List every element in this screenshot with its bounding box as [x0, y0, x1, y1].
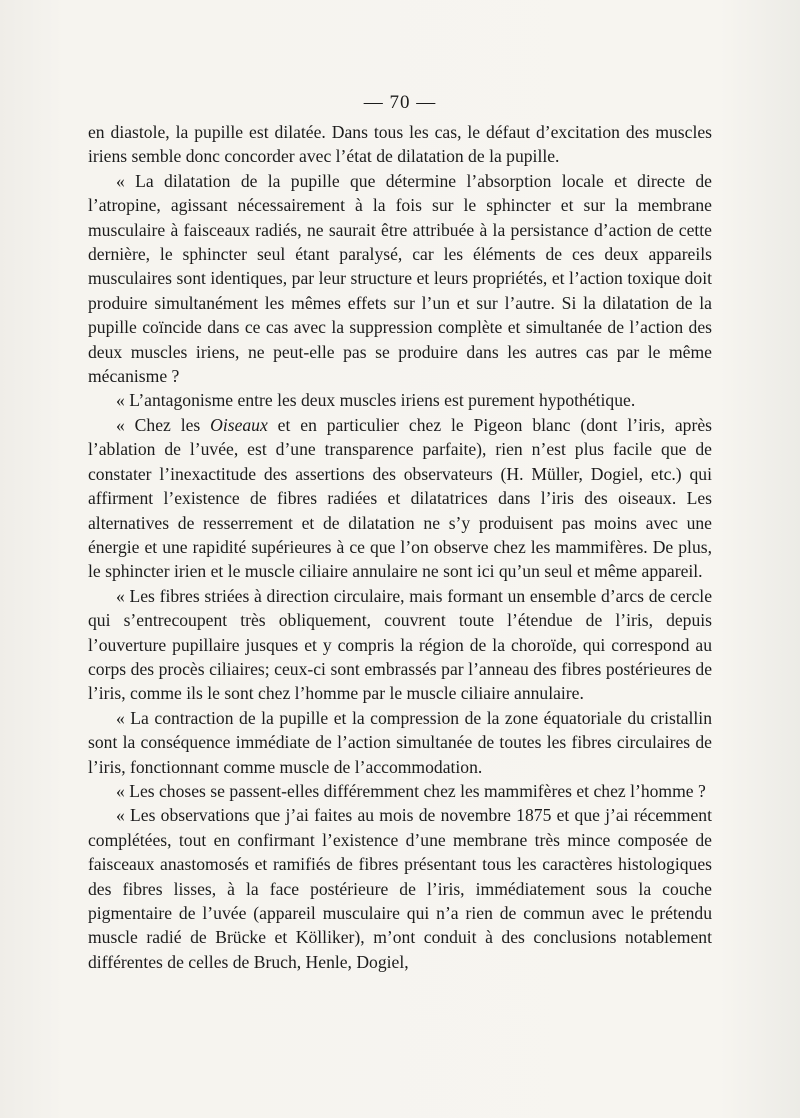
paragraph-7: « Les choses se passent-elles différemment chez les mammifères et chez l’homme ? [116, 780, 706, 801]
paragraph-4 [88, 413, 712, 584]
page-number: — 70 — [363, 92, 437, 113]
paragraph-2: « La dilatation de la pupille que détermine l’absorption locale et directe de l’atropine, agissant nécessairement à la fois sur le sphincter et sur la membrane musculaire à faisceaux radiés, ne saurait être attribuée à la persistance d’action de cette dernière, le sphincter seul étant paralysé, car les éléments de ces deux appareils musculaires sont identiques, par leur structure et leurs propriétés, et l’action toxique doit produire simultanément les mêmes effets sur l’un et sur l’autre. Si la dilatation de la pupille coïncide dans ce cas avec la suppression complète et simultanée de l’action des deux muscles iriens, ne peut-elle pas se produire dans les autres cas par le même mécanisme ? [88, 170, 712, 387]
paragraph-1: en diastole, la pupille est dilatée. Dans tous les cas, le défaut d’excitation des muscles iriens semble donc concorder avec l’état de dilatation de la pupille. [88, 122, 712, 167]
paragraph-4-rest: et en particulier chez le Pigeon blanc (dont l’iris, après l’ablation de l’uvée, est d’une transparence parfaite), rien n’est plus facile que de constater l’inexactitude des assertions des observateurs (H. Müller, Dogiel, etc.) qui affirment l’existence de fibres radiées et dilatatrices dans l’iris des oiseaux. Les alternatives de resserrement et de dilatation ne s’y produisent pas moins avec une énergie et une rapidité supérieures à ce que l’on observe chez les mammifères. De plus, le sphincter irien et le muscle ciliaire annulaire ne sont ici qu’un seul et même appareil. [88, 414, 712, 582]
italic-term-oiseaux: Oiseaux [210, 414, 268, 435]
paragraph-8: « Les observations que j’ai faites au mois de novembre 1875 et que j’ai récemment complétées, tout en confirmant l’existence d’une membrane très mince composée de faisceaux anastomosés et ramifiés de fibres présentant tous les caractères histologiques des fibres lisses, à la face postérieure de l’iris, immédiatement sous la couche pigmentaire de l’uvée (appareil musculaire qui n’a rien de commun avec le prétendu muscle radié de Brücke et Kölliker), m’ont conduit à des conclusions notablement différentes de celles de Bruch, Henle, Dogiel, [88, 805, 712, 972]
body-text [88, 120, 712, 974]
paragraph-3: « L’antagonisme entre les deux muscles iriens est purement hypothétique. [116, 390, 636, 411]
paragraph-5: « Les fibres striées à direction circulaire, mais formant un ensemble d’arcs de cercle qui s’entrecoupent très obliquement, couvrent toute l’étendue de l’iris, depuis l’ouverture pupillaire jusques et y compris la région de la choroïde, qui correspond au corps des procès ciliaires; ceux-ci sont embrassés par l’anneau des fibres postérieures de l’iris, comme ils le sont chez l’homme par le muscle ciliaire annulaire. [88, 585, 712, 704]
paragraph-6: « La contraction de la pupille et la compression de la zone équatoriale du cristallin sont la conséquence immédiate de l’action simultanée de toutes les fibres circulaires de l’iris, fonctionnant comme muscle de l’accommodation. [88, 707, 712, 777]
paragraph-4-start: « Chez les [116, 414, 211, 435]
